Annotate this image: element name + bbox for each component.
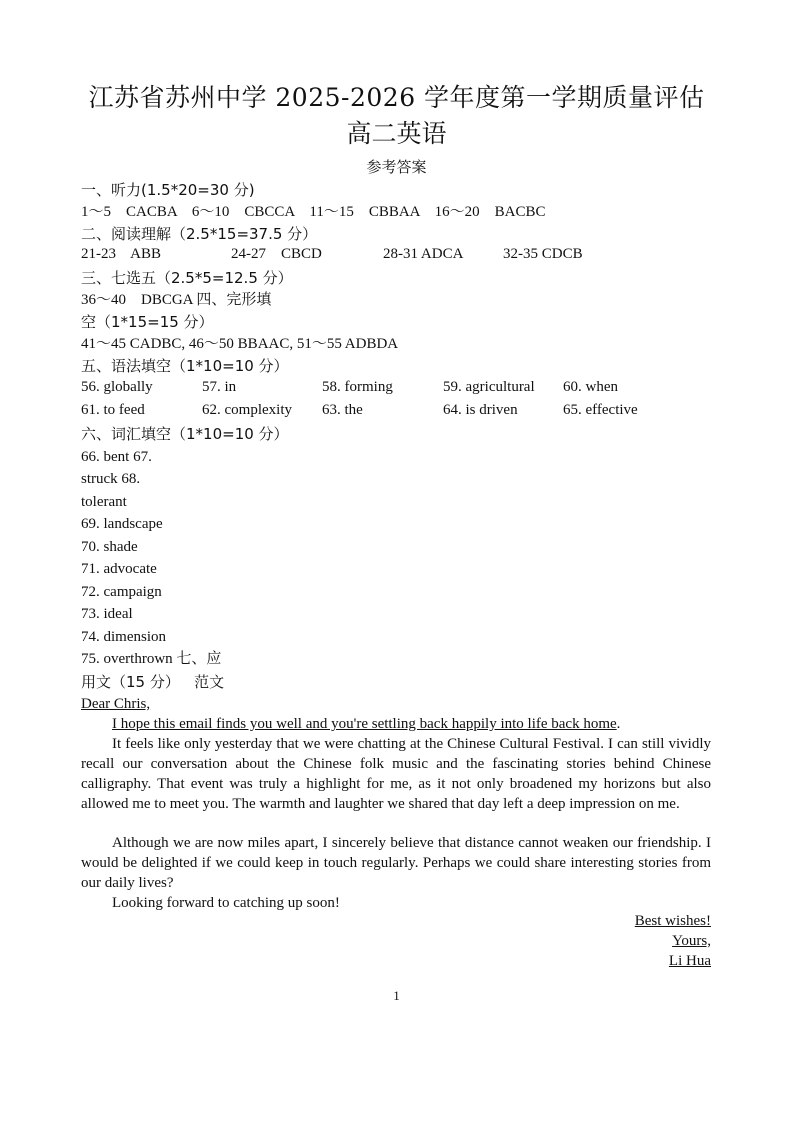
vocabulary-line: tolerant — [81, 494, 127, 510]
vocabulary-line: 74. dimension — [81, 629, 166, 645]
grammar-answer-59: 59. agricultural — [443, 379, 535, 395]
letter-paragraph-3: Although we are now miles apart, I sincerely believe that distance cannot weaken our friendship. I would be delighted if we could keep in touch regularly. Perhaps we could share interesting stories from our daily lives? — [81, 835, 711, 891]
letter-closing-wishes: Best wishes! — [634, 913, 711, 929]
listening-heading: 一、听力(1.5*20=30 分) — [81, 181, 255, 199]
grammar-answer-61: 61. to feed — [81, 402, 145, 418]
reading-answers-d: 32-35 CDCB — [503, 246, 583, 262]
vocabulary-line: 72. campaign — [81, 584, 162, 600]
letter-greeting: Dear Chris, — [81, 696, 151, 712]
cloze-answers: 41～45 CADBC, 46～50 BBAAC, 51～55 ADBDA — [81, 336, 399, 352]
vocabulary-line: 71. advocate — [81, 561, 157, 577]
reading-answers-b: 24-27 CBCD — [231, 246, 322, 262]
vocabulary-line: 73. ideal — [81, 606, 133, 622]
document-title: 江苏省苏州中学 2025-2026 学年度第一学期质量评估 — [88, 83, 705, 112]
grammar-answer-62: 62. complexity — [202, 402, 292, 418]
reading-heading: 二、阅读理解（2.5*15=37.5 分） — [81, 225, 318, 243]
vocabulary-line: 70. shade — [81, 539, 138, 555]
reading-answers-a: 21-23 ABB — [81, 246, 162, 262]
vocabulary-line: 66. bent 67. — [81, 449, 152, 465]
grammar-answer-57: 57. in — [202, 379, 237, 395]
seven-choose-five-heading: 三、七选五（2.5*5=12.5 分） — [81, 269, 293, 287]
page-number: 1 — [393, 988, 400, 1003]
letter-closing-yours: Yours, — [672, 933, 711, 949]
grammar-answer-56: 56. globally — [81, 379, 153, 395]
letter-paragraph-1 — [81, 714, 711, 734]
cloze-heading: 空（1*15=15 分） — [81, 313, 214, 331]
document-caption: 参考答案 — [366, 158, 427, 176]
vocabulary-heading: 六、词汇填空（1*10=10 分） — [81, 425, 289, 443]
listening-answers: 1～5 CACBA 6～10 CBCCA 11～15 CBBAA 16～20 BACBC — [81, 204, 546, 220]
reading-answers-c: 28-31 ADCA — [383, 246, 464, 262]
letter-paragraph-4: Looking forward to catching up soon! — [112, 895, 340, 911]
seven-choose-five-answers: 36～40 DBCGA 四、完形填 — [81, 292, 272, 308]
vocabulary-line: 69. landscape — [81, 516, 163, 532]
grammar-heading: 五、语法填空（1*10=10 分） — [81, 357, 289, 375]
document-subtitle: 高二英语 — [346, 119, 447, 148]
writing-heading: 用文（15 分） 范文 — [81, 673, 225, 691]
grammar-answer-60: 60. when — [563, 379, 618, 395]
grammar-answer-65: 65. effective — [563, 402, 638, 418]
letter-signature: Li Hua — [668, 953, 711, 969]
grammar-answer-63: 63. the — [322, 402, 363, 418]
letter-opening-period: . — [616, 716, 621, 732]
letter-paragraph-2: It feels like only yesterday that we were chatting at the Chinese Cultural Festival. I can still vividly recall our conversation about the Chinese folk music and the fascinating stories behind Chinese calligraphy. That event was truly a highlight for me, as it not only broadened my horizons but also allowed me to meet you. The warmth and laughter we shared that day left a deep impression on me. — [81, 736, 711, 812]
grammar-answer-58: 58. forming — [322, 379, 393, 395]
grammar-answer-64: 64. is driven — [443, 402, 518, 418]
vocabulary-line: 75. overthrown 七、应 — [81, 651, 222, 667]
vocabulary-line: struck 68. — [81, 471, 141, 487]
letter-opening-sentence: I hope this email finds you well and you're settling back happily into life back home — [112, 716, 617, 732]
